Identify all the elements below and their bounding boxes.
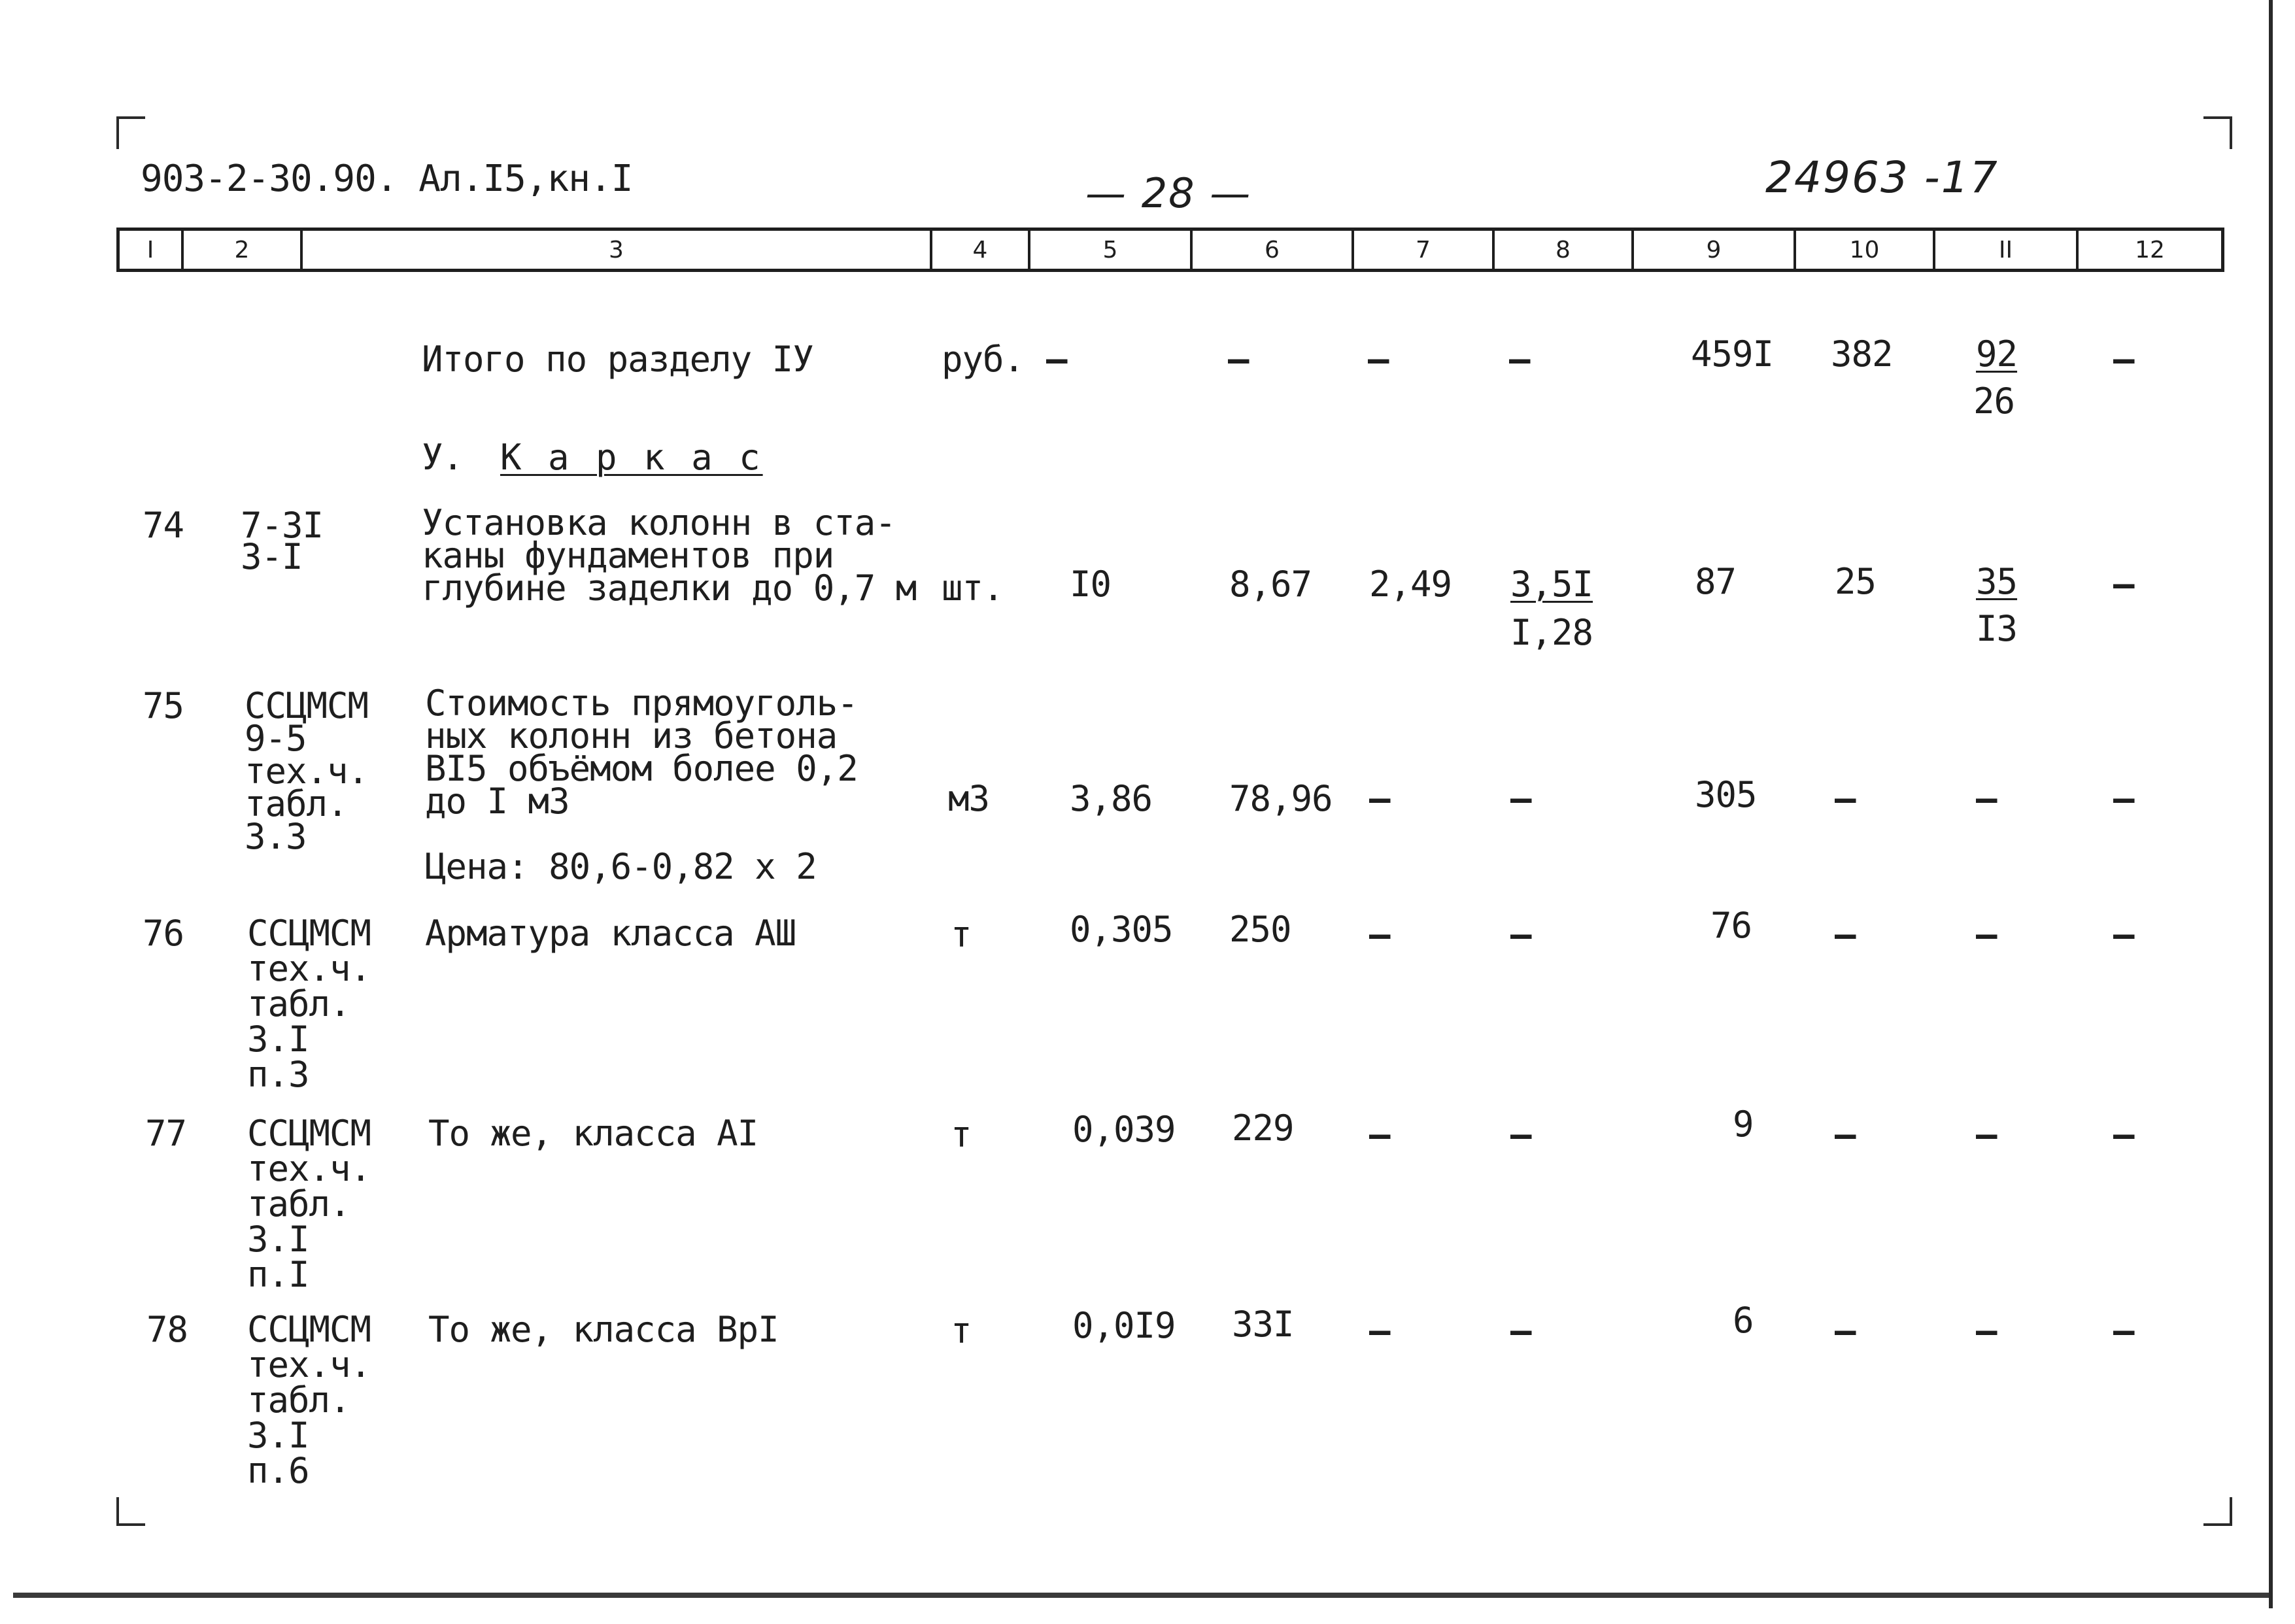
col8-cell: – bbox=[1510, 1114, 1531, 1155]
col12-cell: – bbox=[2113, 778, 2134, 819]
description-line: Установка колонн в ста- bbox=[422, 502, 896, 543]
norm-reference-line: тех.ч. bbox=[245, 751, 369, 792]
description-line: То же, класса ВрI bbox=[428, 1309, 779, 1350]
col11-bottom-cell: I3 bbox=[1976, 608, 2018, 649]
norm-reference-line: табл. bbox=[247, 1183, 350, 1225]
norm-reference-line: 3.I bbox=[247, 1019, 309, 1060]
col6-cell: 33I bbox=[1232, 1304, 1294, 1345]
page-number: — 28 — bbox=[1085, 169, 1252, 217]
col10-cell: – bbox=[1835, 914, 1856, 955]
norm-reference-line: 9-5 bbox=[245, 718, 307, 759]
col11-cell: – bbox=[1976, 914, 1997, 955]
col12-cell: – bbox=[2113, 564, 2134, 605]
corner-mark-top-right bbox=[2203, 116, 2232, 149]
col11-bottom-cell: 26 bbox=[1973, 381, 2015, 422]
col8-cell: – bbox=[1510, 1310, 1531, 1351]
col6-cell: – bbox=[1228, 339, 1249, 380]
description-line: BI5 объёмом более 0,2 bbox=[425, 748, 858, 789]
norm-reference-line: табл. bbox=[245, 783, 348, 824]
col9-cell: 9 bbox=[1733, 1104, 1754, 1145]
norm-reference-line: ССЦМСМ bbox=[247, 913, 371, 954]
document-code: 903-2-30.90. Ал.I5,кн.I bbox=[141, 158, 633, 200]
column-header: 4 bbox=[930, 231, 1028, 269]
norm-reference-line: тех.ч. bbox=[247, 948, 371, 989]
col11-top-cell: 35 bbox=[1976, 561, 2018, 602]
norm-reference-line: табл. bbox=[247, 983, 350, 1024]
row-number: 74 bbox=[143, 505, 184, 546]
col10-cell: – bbox=[1835, 1310, 1856, 1351]
norm-reference-line: ССЦМСМ bbox=[247, 1309, 371, 1350]
description-line: Арматура класса АШ bbox=[425, 913, 796, 954]
section-title-prefix: У. bbox=[422, 437, 464, 478]
col7-cell: – bbox=[1369, 1114, 1390, 1155]
corner-mark-top-left bbox=[116, 116, 145, 149]
norm-reference-line: ССЦМСМ bbox=[247, 1113, 371, 1154]
norm-reference-line: 3-I bbox=[241, 536, 303, 577]
price-note: Цена: 80,6-0,82 х 2 bbox=[425, 846, 817, 887]
column-header: 2 bbox=[181, 231, 300, 269]
row-number: 75 bbox=[143, 685, 184, 726]
unit-cell: т bbox=[951, 914, 972, 955]
norm-reference-line: тех.ч. bbox=[247, 1148, 371, 1189]
column-header: 9 bbox=[1631, 231, 1794, 269]
norm-reference-line: ССЦМСМ bbox=[245, 685, 369, 726]
col7-cell: 2,49 bbox=[1369, 564, 1452, 605]
norm-reference-line: п.3 bbox=[247, 1054, 309, 1095]
column-header: I bbox=[146, 236, 154, 263]
norm-reference-line: 3.I bbox=[247, 1415, 309, 1456]
description-line: ных колонн из бетона bbox=[425, 715, 838, 756]
col7-cell: – bbox=[1369, 1310, 1390, 1351]
unit-cell: руб. bbox=[942, 339, 1025, 380]
row-number: 78 bbox=[146, 1309, 188, 1350]
unit-cell: м3 bbox=[948, 778, 990, 819]
col9-cell: 87 bbox=[1695, 561, 1737, 602]
column-header: 12 bbox=[2076, 231, 2221, 269]
col9-cell: 76 bbox=[1710, 905, 1752, 946]
corner-mark-bottom-right bbox=[2203, 1497, 2232, 1526]
unit-cell: т bbox=[951, 1310, 972, 1351]
col7-cell: – bbox=[1369, 914, 1390, 955]
col8-cell: – bbox=[1510, 778, 1531, 819]
section-title-name: К а р к а с bbox=[500, 437, 763, 478]
norm-reference-line: п.I bbox=[247, 1254, 309, 1295]
col10-cell: – bbox=[1835, 778, 1856, 819]
column-header: 6 bbox=[1190, 231, 1352, 269]
column-header: 5 bbox=[1028, 231, 1190, 269]
col9-cell: 305 bbox=[1695, 774, 1757, 815]
description-line: до I м3 bbox=[425, 781, 570, 822]
corner-mark-bottom-left bbox=[116, 1497, 145, 1526]
unit-cell: т bbox=[951, 1114, 972, 1155]
col5-cell: 3,86 bbox=[1070, 778, 1153, 819]
col11-top-cell: 92 bbox=[1976, 333, 2018, 375]
col5-cell: I0 bbox=[1070, 564, 1112, 605]
col12-cell: – bbox=[2113, 1114, 2134, 1155]
col10-cell: 382 bbox=[1831, 333, 1893, 375]
column-header: 7 bbox=[1352, 231, 1492, 269]
col7-cell: – bbox=[1368, 339, 1389, 380]
col11-cell: – bbox=[1976, 1310, 1997, 1351]
col5-cell: 0,0I9 bbox=[1072, 1305, 1176, 1346]
col9-cell: 6 bbox=[1733, 1300, 1754, 1341]
column-header-row bbox=[116, 228, 2224, 272]
row-number: 76 bbox=[143, 913, 184, 954]
section-total-label: Итого по разделу IУ bbox=[422, 339, 813, 380]
bottom-rule bbox=[13, 1593, 2269, 1598]
col10-cell: – bbox=[1835, 1114, 1856, 1155]
description-line: глубине заделки до 0,7 м bbox=[422, 567, 917, 609]
col10-cell: 25 bbox=[1835, 561, 1877, 602]
col6-cell: 250 bbox=[1229, 909, 1291, 950]
col6-cell: 229 bbox=[1232, 1108, 1294, 1149]
description-line: Стоимость прямоуголь- bbox=[425, 683, 858, 724]
col8-cell: – bbox=[1509, 339, 1530, 380]
col8-cell: – bbox=[1510, 914, 1531, 955]
col7-cell: – bbox=[1369, 778, 1390, 819]
col8-top-cell: 3,5I bbox=[1510, 564, 1593, 605]
column-header: II bbox=[1933, 231, 2076, 269]
column-header: 8 bbox=[1492, 231, 1631, 269]
row-number: 77 bbox=[145, 1113, 187, 1154]
col5-cell: – bbox=[1046, 339, 1067, 380]
description-line: каны фундаментов при bbox=[422, 535, 834, 576]
col12-cell: – bbox=[2113, 914, 2134, 955]
description-line: То же, класса АI bbox=[428, 1113, 758, 1154]
norm-reference-line: 3.I bbox=[247, 1219, 309, 1260]
col5-cell: 0,305 bbox=[1070, 909, 1173, 950]
column-header: 10 bbox=[1794, 231, 1933, 269]
inventory-number: 24963 -17 bbox=[1765, 152, 1999, 203]
unit-cell: шт. bbox=[942, 567, 1004, 609]
col9-cell: 459I bbox=[1691, 333, 1774, 375]
norm-reference-line: тех.ч. bbox=[247, 1344, 371, 1385]
col11-cell: – bbox=[1976, 1114, 1997, 1155]
col6-cell: 78,96 bbox=[1229, 778, 1333, 819]
col8-bottom-cell: I,28 bbox=[1510, 612, 1593, 653]
col5-cell: 0,039 bbox=[1072, 1109, 1176, 1150]
norm-reference-line: 3.3 bbox=[245, 816, 307, 857]
column-header: 3 bbox=[300, 231, 930, 269]
col12-cell: – bbox=[2113, 339, 2134, 380]
norm-reference-line: 7-3I bbox=[241, 505, 324, 546]
norm-reference-line: табл. bbox=[247, 1379, 350, 1421]
col12-cell: – bbox=[2113, 1310, 2134, 1351]
col6-cell: 8,67 bbox=[1229, 564, 1312, 605]
col11-cell: – bbox=[1976, 778, 1997, 819]
norm-reference-line: п.6 bbox=[247, 1450, 309, 1491]
sheet-edge bbox=[2269, 0, 2273, 1608]
